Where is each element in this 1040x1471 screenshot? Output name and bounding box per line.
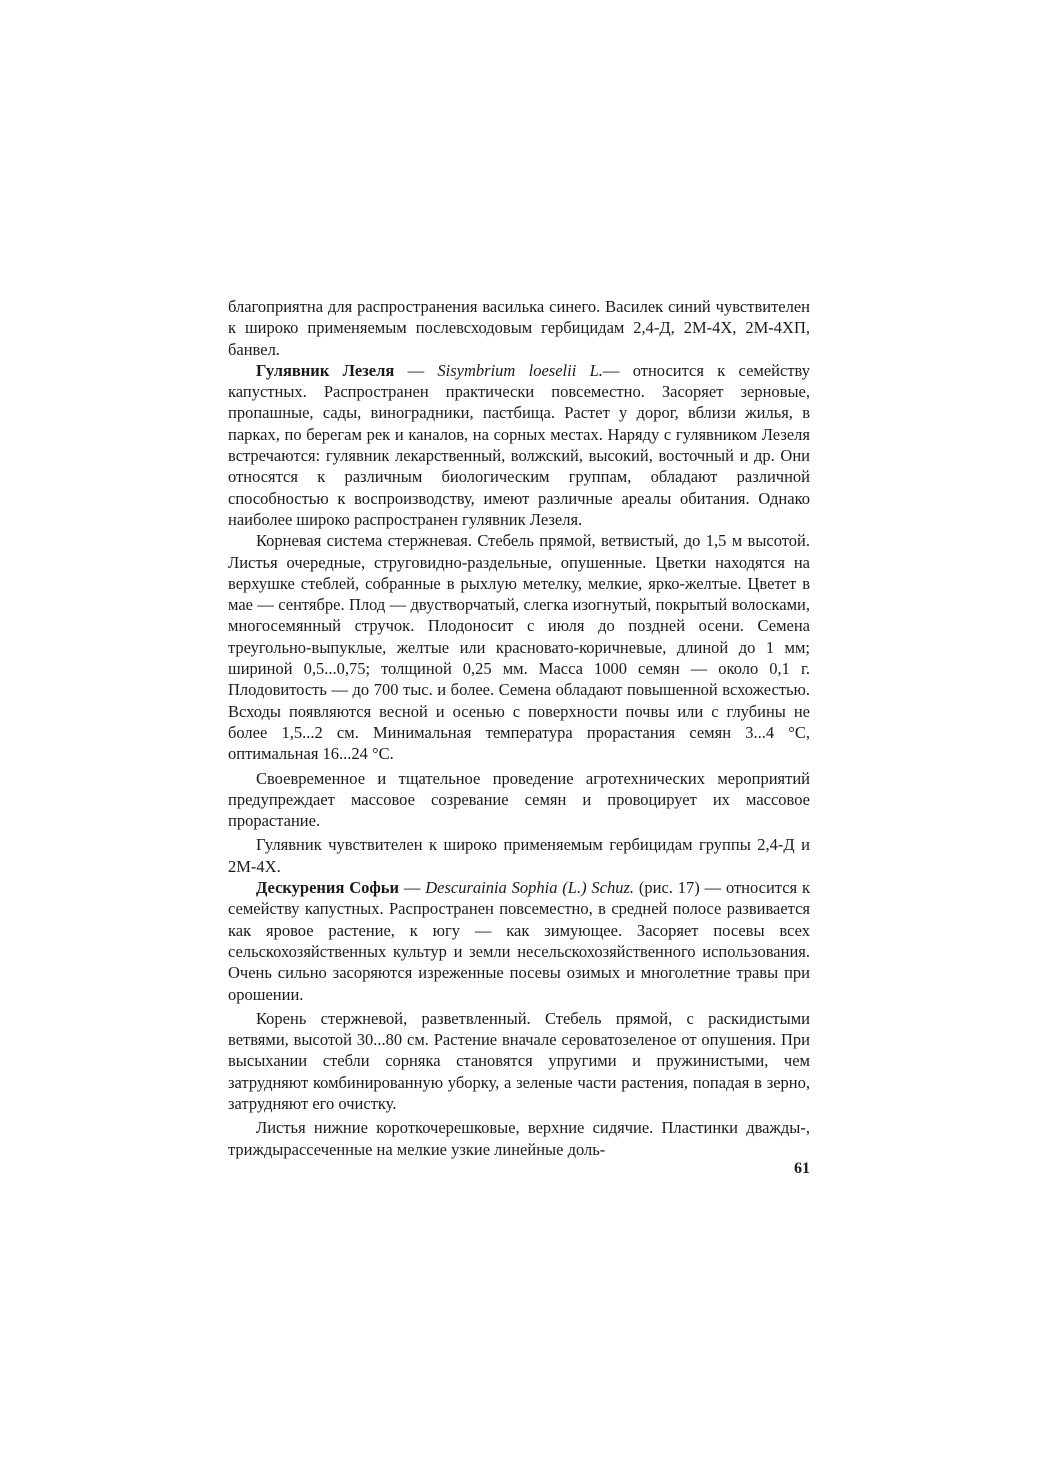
dash: — xyxy=(394,360,438,380)
latin-name: Sisymbrium loeselii L. xyxy=(437,360,603,380)
paragraph-text: Листья нижние короткочерешковые, верхние сидячие. Пластинки дважды-, триждырассеченные на мелкие узкие линейные доль- xyxy=(228,1118,810,1159)
paragraph-descurainia-intro xyxy=(228,877,810,1005)
paragraph-text: — относится к семейству капустных. Распространен практически повсеместно. Засоряет зерновые, пропашные, сады, виноградники, пастбища. Растет у дорог, вблизи жилья, в парках, по берегам рек и каналов, на сорных местах. Наряду с гулявником Лезеля встречаются: гулявник лекарственный, волжский, высокий, восточный и др. Они относятся к различным биологическим группам, обладают различной способностью к воспроизводству, имеют различные ареалы обитания. Однако наиболее широко распространен гулявник Лезеля. xyxy=(228,360,811,529)
paragraph-sisymbrium-intro xyxy=(228,360,810,530)
paragraph-descurainia-morphology xyxy=(228,1008,810,1114)
page-number: 61 xyxy=(794,1160,810,1177)
dash: — xyxy=(399,878,426,898)
paragraph-cornflower-end xyxy=(228,296,810,360)
paragraph-sisymbrium-morphology xyxy=(228,530,810,764)
body-text xyxy=(228,296,810,1160)
paragraph-text: благоприятна для распространения василька синего. Василек синий чувствителен к широко применяемым послевсходовым гербицидам 2,4-Д, 2М-4Х, 2М-4ХП, банвел. xyxy=(228,297,810,359)
paragraph-sisymbrium-herbicides xyxy=(228,834,810,877)
paragraph-sisymbrium-agrotech xyxy=(228,768,810,832)
paragraph-text: Корневая система стержневая. Стебель прямой, ветвистый, до 1,5 м высотой. Листья очередные, струговидно-раздельные, опушенные. Цветки находятся на верхушке стеблей, собранные в рыхлую метелку, мелкие, ярко-желтые. Цветет в мае — сентябре. Плод — двустворчатый, слегка изогнутый, покрытый волосками, многосемянный стручок. Плодоносит с июля до поздней осени. Семена треугольно-выпуклые, желтые или красновато-коричневые, длиной до 1 мм; шириной 0,5...0,75; толщиной 0,25 мм. Масса 1000 семян — около 0,1 г. Плодовитость — до 700 тыс. и более. Семена обладают повышенной всхожестью. Всходы появляются весной и осенью с поверхности почвы или с глубины не более 1,5...2 см. Минимальная температура прорастания семян 3...4 °С, оптимальная 16...24 °С. xyxy=(228,531,810,764)
paragraph-text: Корень стержневой, разветвленный. Стебель прямой, с раскидистыми ветвями, высотой 30...80 см. Растение вначале сероватозеленое от опушения. При высыхании стебли сорняка становятся упругими и пружинистыми, чем затрудняют комбинированную уборку, а зеленые части растения, попадая в зерно, затрудняют его очистку. xyxy=(228,1008,810,1113)
paragraph-descurainia-leaves xyxy=(228,1117,810,1160)
latin-name: Descurainia Sophia (L.) Schuz. xyxy=(425,878,635,898)
paragraph-text: Гулявник чувствителен к широко применяемым гербицидам группы 2,4-Д и 2М-4Х. xyxy=(228,835,810,876)
paragraph-text: Своевременное и тщательное проведение агротехнических мероприятий предупреждает массовое созревание семян и провоцирует их массовое прорастание. xyxy=(228,768,810,831)
paragraph-text: (рис. 17) — относится к семейству капустных. Распространен повсеместно, в средней полосе развивается как яровое растение, к югу — как зимующее. Засоряет посевы всех сельскохозяйственных культур и земли несельскохозяйственного использования. Очень сильно засоряются изреженные посевы озимых и многолетние травы при орошении. xyxy=(228,878,811,1004)
species-name: Гулявник Лезеля xyxy=(256,360,395,380)
species-name: Дескурения Софьи xyxy=(256,878,400,898)
